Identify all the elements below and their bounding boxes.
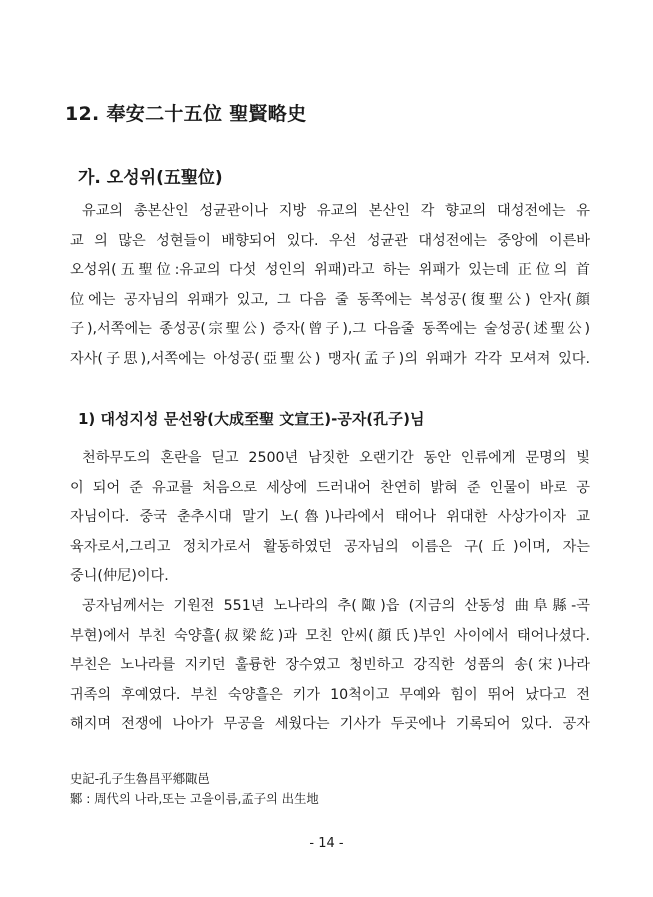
section-paragraph [70,197,590,374]
footnote: 史記-孔子生魯昌平鄕陬邑 [70,772,210,786]
subsection-title: 1) 대성지성 문선왕(大成至聖 文宣王)-공자(孔子)님 [78,410,425,428]
paragraph-line: 子),서쪽에는 종성공(宗聖公) 증자(曾子),그 다음줄 동쪽에는 술성공(述聖公) [70,321,590,337]
paragraph-line: 육자로서,그리고 정치가로서 활동하였던 공자님의 이름은 구(丘)이며, 자는 [70,538,590,555]
paragraph-line: 이 되어 준 유교를 처음으로 세상에 드러내어 찬연히 밝혀 준 인물이 바로 공 [70,479,590,496]
confucius-birth-paragraph [70,592,590,740]
footnotes [70,769,590,809]
paragraph-line: 유교의 총본산인 성균관이나 지방 유교의 본산인 각 향교의 대성전에는 유 [82,203,590,219]
paragraph-line: 천하무도의 혼란을 딛고 2500년 남짓한 오랜기간 동안 인류에게 문명의 빛 [82,450,590,466]
paragraph-line: 공자님께서는 기원전 551년 노나라의 추(陬)읍 (지금의 산동성 曲阜縣-곡 [82,598,590,614]
paragraph-line: 부현)에서 부친 숙양흘(叔梁紇)과 모친 안씨(顔氏)부인 사이에서 태어나셨다. [70,627,590,644]
footnote: 鄹 : 周代의 나라,또는 고을이름,孟子의 出生地 [70,792,319,806]
paragraph-line: 교 의 많은 성현들이 배향되어 있다. 우선 성균관 대성전에는 중앙에 이른바 [70,232,590,249]
paragraph-line: 자님이다. 중국 춘추시대 말기 노(魯)나라에서 태어나 위대한 사상가이자 교 [70,509,590,525]
section-title: 가. 오성위(五聖位) [78,168,223,188]
paragraph-line: 부친은 노나라를 지키던 훌륭한 장수였고 청빈하고 강직한 성품의 송(宋)나라 [70,657,590,673]
chapter-title: 12. 奉安二十五位 聖賢略史 [65,103,307,125]
paragraph-line: 중니(仲尼)이다. [70,568,169,584]
page-number: - 14 - [309,836,344,851]
paragraph-line: 귀족의 후예였다. 부친 숙양흘은 키가 10척이고 무예와 힘이 뛰어 났다고 전 [70,686,590,703]
paragraph-line: 해지며 전쟁에 나아가 무공을 세웠다는 기사가 두곳에나 기록되어 있다. 공자 [70,716,590,732]
confucius-intro-paragraph [70,444,590,592]
paragraph-line: 位에는 공자님의 위패가 있고, 그 다음 줄 동쪽에는 복성공(復聖公) 안자(顔 [70,291,590,308]
paragraph-line: 자사(子思),서쪽에는 아성공(亞聖公) 맹자(孟子)의 위패가 각각 모셔져 있다. [70,350,590,367]
paragraph-line: 오성위(五聖位:유교의 다섯 성인의 위패)라고 하는 위패가 있는데 正位의 首 [70,262,590,278]
